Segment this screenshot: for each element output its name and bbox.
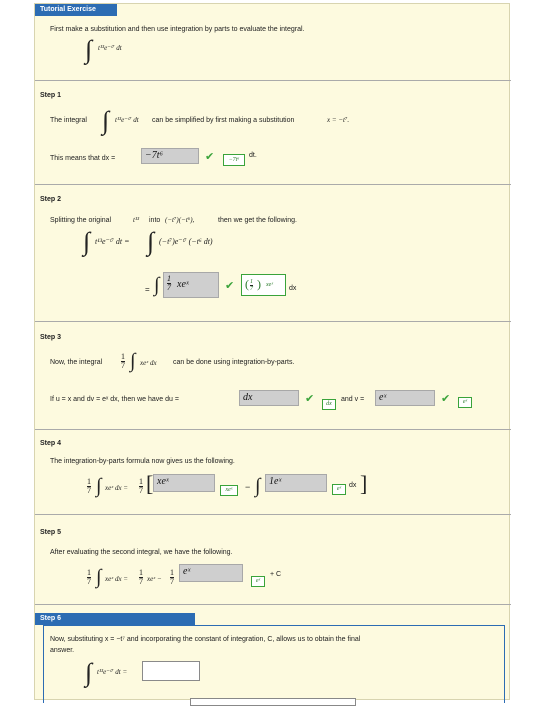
integral-sign: ∫ xyxy=(255,475,261,497)
step5-key-box: eˣ xyxy=(251,576,265,587)
step1-substitution: x = −t⁷. xyxy=(327,116,350,124)
v-key-box: eˣ xyxy=(458,397,472,408)
fraction: $\frac{1}{7}$ xyxy=(170,568,174,586)
step3-integrand: xeˣ dx xyxy=(140,359,157,367)
step1-text-a: The integral xyxy=(50,117,87,124)
step1-answer-box[interactable]: −7t⁶ xyxy=(141,148,199,164)
step5-title: Step 5 xyxy=(40,529,62,536)
step1-key-box: −7t⁶ xyxy=(223,154,245,166)
divider xyxy=(35,514,511,515)
v-answer-box[interactable]: eˣ xyxy=(375,390,435,406)
step3-text-a: Now, the integral xyxy=(50,359,103,366)
tutorial-title: Tutorial Exercise xyxy=(40,6,96,13)
step4-title: Step 4 xyxy=(40,440,62,447)
step6-title: Step 6 xyxy=(40,615,62,622)
bracket-close: ] xyxy=(360,471,368,496)
step2-lhs: t¹³e⁻ᵗ⁷ dt = xyxy=(95,237,130,246)
fraction: $\frac{1}{7}$ xyxy=(139,477,143,495)
check-icon: ✔ xyxy=(305,393,315,405)
fraction: $\frac{1}{7}$ xyxy=(87,477,91,495)
step1-title: Step 1 xyxy=(40,92,62,99)
step2-text-b: into xyxy=(149,217,161,224)
step1-after: dt. xyxy=(249,152,257,159)
step2-key-box: ( $\frac{1}{7}$ ) xeˣ xyxy=(241,274,286,296)
step4-minus: − xyxy=(245,482,251,492)
divider xyxy=(35,80,511,81)
check-icon: ✔ xyxy=(205,151,215,163)
bracket-open: [ xyxy=(146,471,154,496)
step1-text-b: can be simplified by first making a substitution xyxy=(152,117,295,124)
divider xyxy=(35,604,511,605)
step2-text-c: then we get the following. xyxy=(218,217,297,224)
du-key-box: dx xyxy=(322,399,336,410)
step5-answer-box[interactable]: eˣ xyxy=(179,564,243,582)
step2-rhs: (−t⁷)e⁻ᵗ⁷ (−t⁶ dt) xyxy=(159,237,213,246)
step2-eq: = xyxy=(145,285,150,294)
step3-text-b: can be done using integration-by-parts. xyxy=(173,359,295,366)
integral-sign: ∫ xyxy=(85,658,93,687)
step5-lhs: xeˣ dx = xyxy=(105,575,129,583)
step2-dx: dx xyxy=(289,285,297,292)
step5-text: After evaluating the second integral, we have the following. xyxy=(50,549,233,556)
step3-line2: If u = x and dv = eˣ dx, then we have du = xyxy=(50,396,179,403)
step3-and-v: and v = xyxy=(341,396,365,403)
step2-t13: t¹³ xyxy=(133,216,140,224)
step6-integrand: t¹³e⁻ᵗ⁷ dt = xyxy=(97,668,128,676)
intro-integrand: t¹³e⁻ᵗ⁷ dt xyxy=(98,44,122,52)
fraction: $\frac{1}{7}$ xyxy=(139,568,143,586)
integral-sign: ∫ xyxy=(102,106,110,135)
final-answer-bar xyxy=(190,698,356,706)
step6-header xyxy=(35,613,195,625)
fraction: $\frac{1}{7}$ xyxy=(87,568,91,586)
step4-key2-box: eˣ xyxy=(332,484,346,495)
check-icon: ✔ xyxy=(441,393,451,405)
step4-answer2-box[interactable]: 1eˣ xyxy=(265,474,327,492)
integral-sign: ∫ xyxy=(83,227,91,256)
tutorial-panel xyxy=(34,3,510,700)
divider xyxy=(35,184,511,185)
step4-answer1-box[interactable]: xeˣ xyxy=(153,474,215,492)
final-answer-input[interactable] xyxy=(142,661,200,681)
step2-text-a: Splitting the original xyxy=(50,217,112,224)
step3-title: Step 3 xyxy=(40,334,62,341)
step2-title: Step 2 xyxy=(40,196,62,203)
step5-plus-c: + C xyxy=(270,571,282,578)
integral-sign: ∫ xyxy=(96,475,102,497)
step6-text-b: answer. xyxy=(50,647,75,654)
tutorial-header xyxy=(35,4,117,16)
step5-mid: xeˣ − xyxy=(147,575,162,583)
integral-sign: ∫ xyxy=(154,274,160,296)
step2-split: (−t⁷)(−t⁶), xyxy=(165,216,195,224)
divider xyxy=(35,429,511,430)
step4-key1-box: xeˣ xyxy=(220,485,238,496)
intro-text: First make a substitution and then use integration by parts to evaluate the integral. xyxy=(50,26,305,33)
integral-sign: ∫ xyxy=(96,566,102,588)
step4-lhs: xeˣ dx = xyxy=(105,484,129,492)
step1-integrand: t¹³e⁻ᵗ⁷ dt xyxy=(115,116,139,124)
fraction: $\frac{1}{7}$ xyxy=(121,352,125,370)
step2-answer-box[interactable]: $\frac{1}{7}$ xeˣ xyxy=(163,272,219,298)
integral-sign: ∫ xyxy=(85,35,93,64)
integral-sign: ∫ xyxy=(147,227,155,256)
step4-dx: dx xyxy=(349,482,357,489)
step6-text-a: Now, substituting x = −t⁷ and incorporating the constant of integration, C, allows us to obtain the final xyxy=(50,636,361,643)
du-answer-box[interactable]: dx xyxy=(239,390,299,406)
divider xyxy=(35,321,511,322)
check-icon: ✔ xyxy=(225,280,235,292)
step1-means: This means that dx = xyxy=(50,155,116,162)
step4-text: The integration-by-parts formula now gives us the following. xyxy=(50,458,235,465)
integral-sign: ∫ xyxy=(130,350,136,372)
fraction: $\frac{1}{7}$ xyxy=(167,274,171,292)
